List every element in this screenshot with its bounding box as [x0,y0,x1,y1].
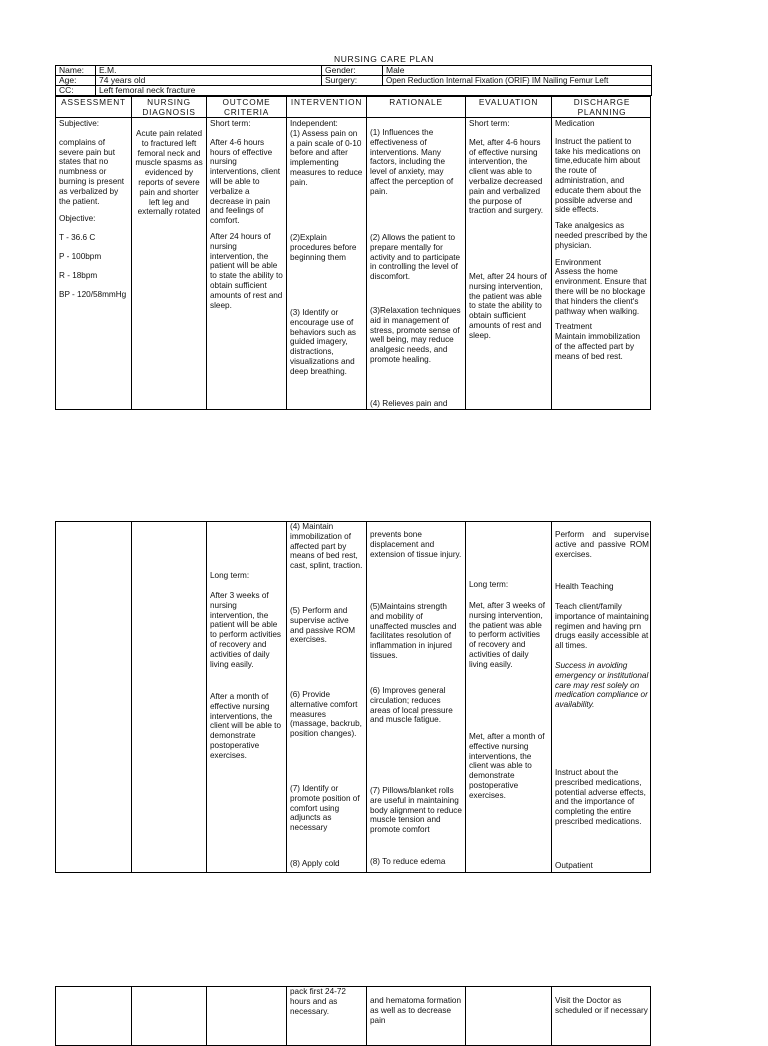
evaluation-2: Met, after 24 hours of nursing intervention, the patient was able to state the ability to obtain sufficient amounts of rest and sleep. [469,272,547,340]
instruct-text: Instruct about the prescribed medications, potential adverse effects, and the importance of completing the entire prescribed medications. [555,768,646,826]
discharge-cell [552,987,652,1045]
treatment-label: Treatment [555,322,593,332]
page-title: NURSING CARE PLAN [334,54,434,64]
pulse: P - 100bpm [59,251,102,261]
diagnosis-text: Acute pain related to fractured left femoral neck and muscle spasms as evidenced by reports of severe pain and shorter left leg and externally rotated [135,129,203,217]
evaluation-3: Met, after 3 weeks of nursing intervention, the patient was able to perform activities of recovery and activities of daily living easily. [469,601,545,669]
outpatient-label: Outpatient [555,861,593,870]
gender-value: Male [383,66,652,76]
subjective-text: complains of severe pain but states that no numbness or burning is present as verbalized by the patient. [59,137,125,206]
rationale-2: (2) Allows the patient to prepare mentally for activity and to participate in controlling the level of discomfort. [370,233,461,282]
header-row [56,97,650,118]
intervention-8: (8) Apply cold [290,859,340,868]
diagnosis-cell [132,522,207,872]
rationale-1: (1) Influences the effectiveness of interventions. Many factors, including the level of anxiety, may affect the perception of pain. [370,128,454,196]
name-value: E.M. [96,66,322,76]
medication-text: Instruct the patient to take his medications on time,educate him about the route of administration, and educate them about the possible adverse and side effects. [555,136,642,215]
environment-text: Assess the home environment. Ensure that there will be no blockage that hinders the client's pathway when walking. [555,267,647,316]
outcome-long-1: After 3 weeks of nursing intervention, the patient will be able to perform activities of recovery and activities of daily living easily. [210,591,281,669]
rationale-cell [367,118,466,409]
outcome-cell [207,987,287,1045]
diagnosis-cell [132,987,207,1045]
age-value: 74 years old [96,76,322,86]
evaluation-1: Met, after 4-6 hours of effective nursing intervention, the client was able to verbalize decreased pain and verbalized the purpose of traction and surgery. [469,137,544,216]
cc-value: Left femoral neck fracture [96,86,652,96]
evaluation-4: Met, after a month of effective nursing interventions, the client was able to demonstrate postoperative exercises. [469,732,545,800]
intervention-3: (3) Identify or encourage use of behaviors such as guided imagery, distractions, visualizations and deep breathing. [290,308,356,376]
header-discharge: DISCHARGE PLANNING [573,97,631,117]
header-intervention: INTERVENTION [287,97,367,117]
intervention-4: (4) Maintain immobilization of affected part by means of bed rest, cast, splint, traction. [290,522,363,571]
long-term-label: Long term: [210,571,250,580]
rationale-4: (4) Relieves pain and [370,399,448,408]
intervention-8-cont: pack first 24-72 hours and as necessary. [290,987,346,1016]
respiration: R - 18bpm [59,270,98,280]
outcome-short-1: After 4-6 hours hours of effective nursing interventions, client will be able to verbalize a decrease in pain and feelings of comfort. [210,137,281,226]
header-evaluation: EVALUATION [466,97,552,117]
rationale-8: (8) To reduce edema [370,857,446,866]
intervention-7: (7) Identify or promote position of comfort using adjuncts as necessary [290,784,360,833]
temperature: T - 36.6 C [59,233,96,243]
rationale-4-cont: prevents bone displacement and extension of tissue injury. [370,530,462,559]
analgesics-text: Take analgesics as needed prescribed by the physician. [555,221,648,250]
assessment-cell [56,522,132,872]
health-teaching-label: Health Teaching [555,582,614,591]
rationale-6: (6) Improves general circulation; reduces areas of local pressure and muscle fatigue. [370,686,453,725]
outcome-cell [207,118,287,409]
care-plan-table-page3 [55,986,651,1046]
header-outcome: OUTCOME CRITERIA [207,97,287,117]
outcome-long-2: After a month of effective nursing interventions, the client will be able to demonstrate postoperative exercises. [210,692,281,760]
rationale-cell [367,522,466,872]
medication-label: Medication [555,119,595,128]
intervention-2: (2)Explain procedures before beginning them [290,233,357,262]
short-term-label: Short term: [210,119,251,128]
intervention-5: (5) Perform and supervise active and passive ROM exercises. [290,606,356,645]
name-label: Name: [56,66,96,76]
evaluation-cell [466,522,552,872]
rationale-3: (3)Relaxation techniques aid in management of stress, promote sense of well being, may reduce analgesic needs, and promote healing. [370,306,461,364]
objective-label: Objective: [59,214,96,224]
intervention-cell [287,118,367,409]
surgery-label: Surgery: [322,76,383,86]
subjective-label: Subjective: [59,119,100,128]
success-text: Success in avoiding emergency or institutional care may rest solely on medication compliance or availability. [555,661,649,710]
health-teaching-text: Teach client/family importance of maintaining regimen and having prn drugs easily accessible at all times. [555,602,649,651]
header-assessment: ASSESSMENT [56,97,132,117]
cc-label: CC: [56,86,96,96]
surgery-value: Open Reduction Internal Fixation (ORIF) IM Nailing Femur Left [383,76,652,86]
intervention-cell [287,522,367,872]
evaluation-long-label: Long term: [469,580,509,589]
rationale-cell [367,987,466,1045]
patient-info-table [55,65,652,96]
treatment-text: Maintain immobilization of the affected part by means of bed rest. [555,332,641,361]
rationale-5: (5)Maintains strength and mobility of unaffected muscles and facilitates resolution of inflammation in injured tissues. [370,602,457,660]
header-rationale: RATIONALE [367,97,466,117]
rationale-7: (7) Pillows/blanket rolls are useful in maintaining body alignment to reduce muscle tension and promote comfort [370,786,462,835]
intervention-6: (6) Provide alternative comfort measures (massage, backrub, position changes). [290,690,362,739]
rom-text: Perform and supervise active and passive ROM exercises. [555,530,649,559]
intervention-cell [287,987,367,1045]
blood-pressure: BP - 120/58mmHg [59,289,127,299]
outcome-short-2: After 24 hours of nursing intervention, the patient will be able to state the ability to obtain sufficient amounts of rest and sleep. [210,231,283,310]
care-plan-table-page2 [55,521,651,873]
discharge-cell [552,118,652,409]
evaluation-cell [466,987,552,1045]
environment-label: Environment [555,257,601,267]
diagnosis-cell [132,118,207,409]
outcome-cell [207,522,287,872]
age-label: Age: [56,76,96,86]
assessment-cell [56,118,132,409]
header-diagnosis: NURSING DIAGNOSIS [132,97,207,117]
evaluation-cell [466,118,552,409]
assessment-cell [56,987,132,1045]
evaluation-short-label: Short term: [469,119,510,128]
rationale-8-cont: and hematoma formation as well as to decrease pain [370,996,462,1025]
independent-label: Independent: [290,119,338,128]
visit-doctor-text: Visit the Doctor as scheduled or if necessary [555,996,648,1015]
intervention-1: (1) Assess pain on a pain scale of 0-10 before and after implementing measures to reduce pain. [290,128,363,187]
care-plan-table-page1 [55,96,651,410]
discharge-cell [552,522,652,872]
gender-label: Gender: [322,66,383,76]
